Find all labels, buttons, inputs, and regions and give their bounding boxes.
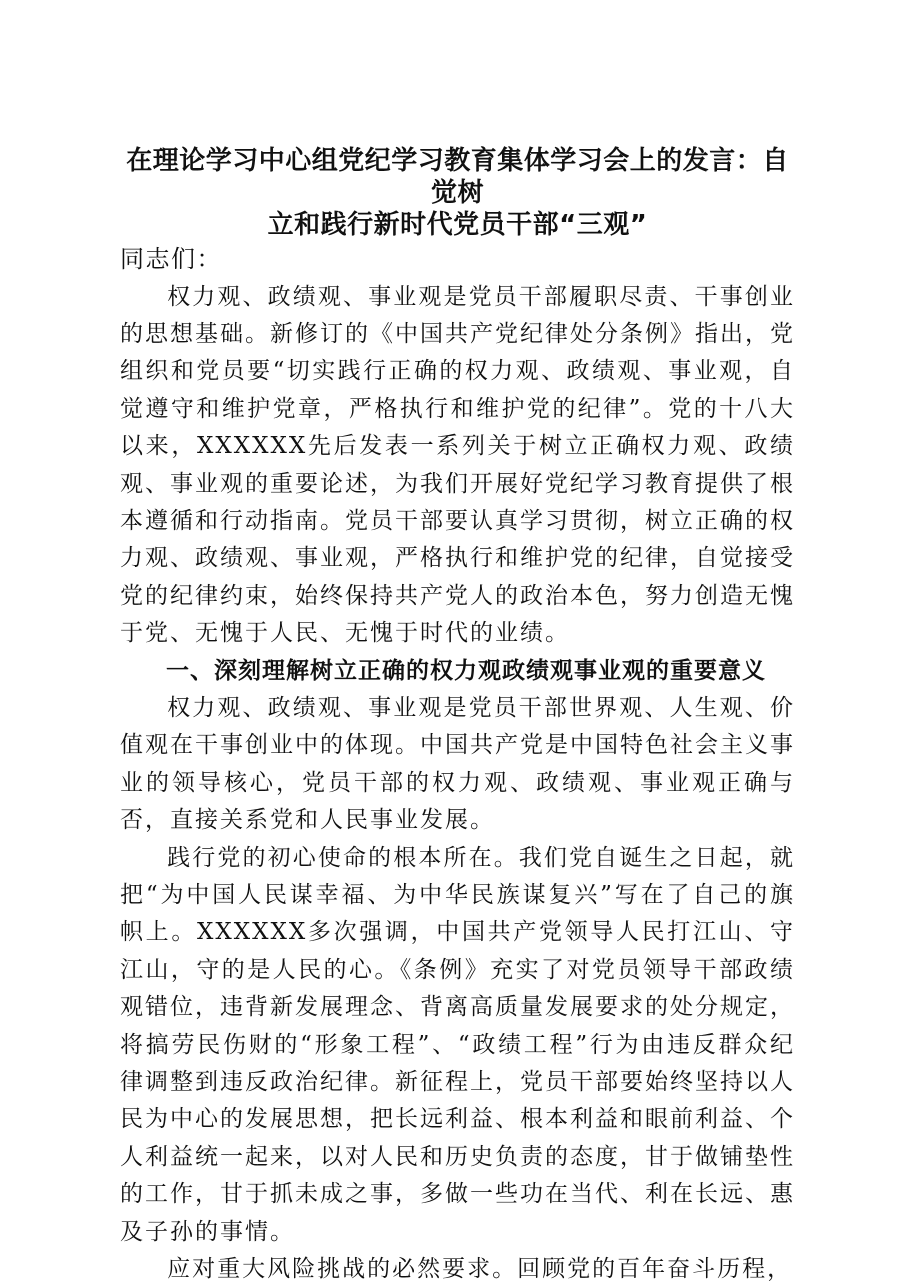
title-line-2: 立和践行新时代党员干部“三观”: [267, 210, 648, 240]
document-title: [120, 145, 795, 241]
section1-paragraph-3: 应对重大风险挑战的必然要求。回顾党的百年奋斗历程，: [167, 1256, 793, 1283]
section1-paragraph-1: 权力观、政绩观、事业观是党员干部世界观、人生观、价值观在干事创业中的体现。中国共产党是中国特色社会主义事业的领导核心，党员干部的权力观、政绩观、事业观正确与否，直接关系党和人民事业发展。: [120, 694, 795, 834]
document-page: [120, 145, 795, 1288]
section1-paragraph-2: 践行党的初心使命的根本所在。我们党自诞生之日起，就把“为中国人民谋幸福、为中华民族谋复兴”写在了自己的旗帜上。XXXXXX多次强调，中国共产党领导人民打江山、守江山，守的是人民的心。《条例》充实了对党员领导干部政绩观错位，违背新发展理念、背离高质量发展要求的处分规定，将搞劳民伤财的“形象工程”、“政绩工程”行为由违反群众纪律调整到违反政治纪律。新征程上，党员干部要始终坚持以人民为中心的发展思想，把长远利益、根本利益和眼前利益、个人利益统一起来，以对人民和历史负责的态度，甘于做铺垫性的工作，甘于抓未成之事，多做一些功在当代、利在长远、惠及子孙的事情。: [120, 844, 795, 1245]
section-heading-1: 一、深刻理解树立正确的权力观政绩观事业观的重要意义: [166, 657, 766, 684]
title-line-1: 在理论学习中心组党纪学习教育集体学习会上的发言：自觉树: [126, 146, 789, 208]
intro-paragraph: 权力观、政绩观、事业观是党员干部履职尽责、干事创业的思想基础。新修订的《中国共产党纪律处分条例》指出，党组织和党员要“切实践行正确的权力观、政绩观、事业观，自觉遵守和维护党章，严格执行和维护党的纪律”。党的十八大以来，XXXXXX先后发表一系列关于树立正确权力观、政绩观、事业观的重要论述，为我们开展好党纪学习教育提供了根本遵循和行动指南。党员干部要认真学习贯彻，树立正确的权力观、政绩观、事业观，严格执行和维护党的纪律，自觉接受党的纪律约束，始终保持共产党人的政治本色，努力创造无愧于党、无愧于人民、无愧于时代的业绩。: [120, 283, 795, 647]
salutation: 同志们：: [120, 245, 222, 273]
